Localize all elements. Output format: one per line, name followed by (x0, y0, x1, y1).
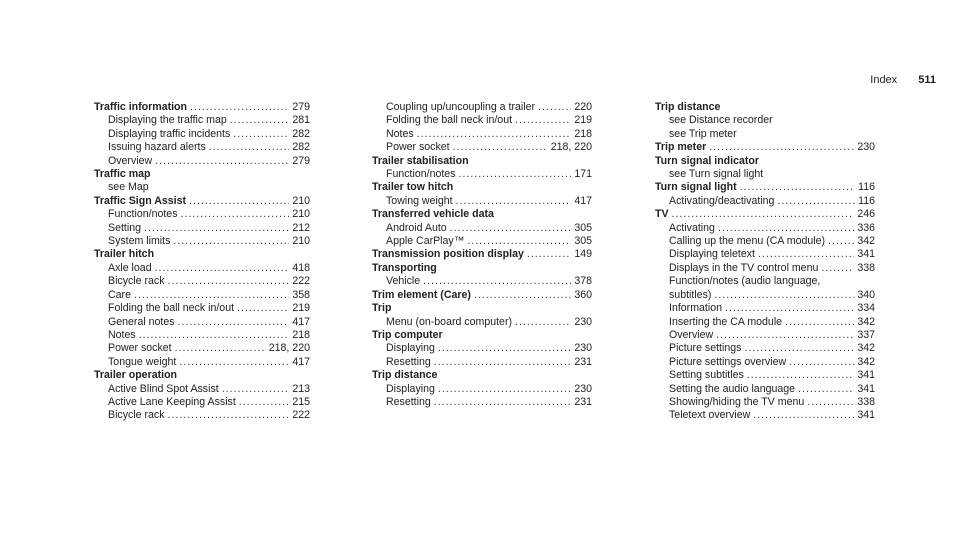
index-term: Trip meter (655, 141, 707, 154)
index-term-row (655, 141, 875, 154)
leader-dots (785, 316, 854, 329)
index-subentry (655, 342, 875, 355)
page-ref: 218, 220 (550, 141, 592, 154)
leader-dots (807, 396, 854, 409)
index-subentry (94, 114, 310, 127)
subentry-label: Bicycle rack (108, 409, 165, 422)
index-subentry (655, 248, 875, 261)
index-subentry (94, 128, 310, 141)
subentry-label: Active Blind Spot Assist (108, 382, 219, 395)
leader-dots (139, 329, 290, 342)
leader-dots (222, 383, 290, 396)
index-subentry (655, 369, 875, 382)
subentry-label: Function/notes (386, 168, 456, 181)
leader-dots (209, 141, 290, 154)
index-subentry (94, 383, 310, 396)
leader-dots (434, 396, 572, 409)
index-term-row (94, 101, 310, 114)
leader-dots (178, 316, 290, 329)
index-term: Traffic information (94, 101, 187, 113)
index-entry (372, 101, 592, 155)
index-term: Transferred vehicle data (372, 208, 494, 221)
index-term-row (372, 181, 592, 194)
index-subentry (655, 383, 875, 396)
subentry-label: Vehicle (386, 275, 421, 288)
leader-dots (453, 141, 548, 154)
index-entry (655, 208, 875, 423)
index-entry (655, 141, 875, 154)
index-term: Turn signal light (655, 181, 737, 194)
index-subentry (655, 356, 875, 369)
index-term: Transporting (372, 261, 437, 274)
subentry-label: Displaying (386, 382, 435, 395)
index-subentry (655, 262, 875, 275)
subentry-label: Issuing hazard alerts (108, 141, 206, 154)
index-term: Trim element (Care) (372, 288, 471, 301)
index-subentry (372, 383, 592, 396)
subentry-label: subtitles) (669, 288, 712, 301)
index-entry (372, 289, 592, 302)
index-term-row (372, 248, 592, 261)
page-ref: 358 (292, 288, 310, 301)
page-ref: 219 (292, 302, 310, 315)
leader-dots (175, 342, 266, 355)
index-subentry (655, 195, 875, 208)
subentry-label: Displaying teletext (669, 248, 755, 261)
subentry-label: Displaying (386, 342, 435, 355)
index-subentry (94, 141, 310, 154)
index-subentry (372, 275, 592, 288)
index-subentry (372, 342, 592, 355)
index-term-row (372, 155, 592, 168)
index-entry (372, 329, 592, 369)
page-ref: 116 (858, 181, 875, 194)
leader-dots (714, 289, 854, 302)
page-ref: 279 (292, 154, 310, 167)
subentry-label: Function/notes (108, 208, 178, 221)
page-ref: 342 (857, 342, 875, 355)
subentry-label: Notes (108, 328, 136, 341)
leader-dots (179, 356, 289, 369)
leader-dots (181, 208, 290, 221)
leader-dots (233, 128, 289, 141)
index-entry (655, 155, 875, 182)
subentry-label: see Map (108, 181, 149, 194)
subentry-label: General notes (108, 315, 175, 328)
index-term-row (372, 369, 592, 382)
leader-dots (798, 383, 854, 396)
leader-dots (438, 342, 571, 355)
index-subentry (94, 235, 310, 248)
page-ref: 305 (574, 221, 592, 234)
subentry-label: see Trip meter (669, 127, 737, 140)
page-ref: 279 (292, 101, 310, 113)
index-subentry (372, 316, 592, 329)
index-term-row (94, 248, 310, 261)
index-entry (372, 181, 592, 208)
subentry-label: Displaying traffic incidents (108, 127, 231, 140)
page-ref: 341 (857, 248, 875, 261)
leader-dots (527, 248, 571, 261)
page-ref: 334 (857, 302, 875, 315)
page-header (870, 74, 936, 86)
leader-dots (709, 141, 854, 154)
subentry-label: Power socket (108, 342, 172, 355)
subentry-label: Setting (108, 221, 141, 234)
index-subentry (372, 114, 592, 127)
subentry-label: Setting the audio language (669, 382, 796, 395)
leader-dots (155, 155, 289, 168)
index-entry (372, 369, 592, 409)
index-entry (372, 155, 592, 182)
page-ref: 210 (292, 208, 310, 221)
page-ref: 282 (292, 127, 310, 140)
index-subentry (372, 396, 592, 409)
index-term-row (372, 289, 592, 302)
page-ref: 378 (574, 275, 592, 288)
subentry-label: Showing/hiding the TV menu (669, 395, 805, 408)
page-ref: 210 (292, 235, 310, 248)
index-term: Trip distance (655, 101, 721, 113)
index-subentry (94, 329, 310, 342)
subentry-label: Overview (669, 328, 714, 341)
leader-dots (190, 101, 289, 114)
page-ref: 218 (574, 127, 592, 140)
index-term: Trailer operation (94, 369, 178, 382)
subentry-label: Notes (386, 127, 414, 140)
subentry-label: Tongue weight (108, 355, 177, 368)
index-term: Traffic Sign Assist (94, 194, 187, 207)
index-term-row (655, 155, 875, 168)
index-subentry (655, 396, 875, 409)
subentry-label: Picture settings overview (669, 355, 787, 368)
page-ref: 218 (292, 328, 310, 341)
leader-dots (777, 195, 855, 208)
index-term: Transmission position display (372, 248, 524, 261)
index-subentry (94, 342, 310, 355)
page-ref: 338 (857, 261, 875, 274)
index-term: Trailer tow hitch (372, 181, 454, 194)
subentry-label: Towing weight (386, 194, 453, 207)
page-number: 511 (918, 74, 936, 86)
leader-dots (239, 396, 290, 409)
page-ref: 210 (292, 194, 310, 207)
index-subentry (655, 329, 875, 342)
leader-dots (434, 356, 572, 369)
subentry-label: Resetting (386, 395, 431, 408)
leader-dots (456, 195, 572, 208)
page-ref: 149 (574, 248, 592, 261)
leader-dots (821, 262, 854, 275)
index-subentry (655, 409, 875, 422)
page-ref: 340 (857, 288, 875, 301)
leader-dots (459, 168, 572, 181)
page-ref: 231 (574, 395, 592, 408)
page-ref: 213 (292, 382, 310, 395)
index-entry (372, 262, 592, 289)
leader-dots (168, 409, 290, 422)
leader-dots (189, 195, 289, 208)
index-term-row (94, 195, 310, 208)
index-subentry (94, 155, 310, 168)
leader-dots (758, 248, 854, 261)
index-subentry (94, 275, 310, 288)
subentry-label: Resetting (386, 355, 431, 368)
subentry-label: Power socket (386, 141, 450, 154)
index-entry (372, 208, 592, 248)
index-entry (94, 195, 310, 249)
index-term-row (372, 302, 592, 315)
index-entry (372, 248, 592, 261)
index-subentry (94, 262, 310, 275)
index-term-row (94, 168, 310, 181)
page-ref: 220 (574, 101, 592, 113)
page-ref: 337 (857, 328, 875, 341)
index-subentry (372, 101, 592, 114)
index-subentry (94, 409, 310, 422)
page-ref: 305 (574, 235, 592, 248)
page-ref: 246 (857, 208, 875, 221)
leader-dots (134, 289, 289, 302)
page-ref: 218, 220 (268, 342, 310, 355)
subentry-label: Displaying the traffic map (108, 114, 227, 127)
index-subentry (94, 222, 310, 235)
index-column-2 (372, 101, 592, 409)
subentry-label: Folding the ball neck in/out (386, 114, 513, 127)
leader-dots (144, 222, 289, 235)
subentry-label: Active Lane Keeping Assist (108, 395, 236, 408)
index-term: TV (655, 208, 669, 221)
page-ref: 338 (857, 395, 875, 408)
page-ref: 231 (574, 355, 592, 368)
leader-dots (423, 275, 571, 288)
leader-dots (828, 235, 854, 248)
subentry-label: Android Auto (386, 221, 447, 234)
index-entry (94, 369, 310, 423)
leader-dots (740, 181, 856, 194)
index-subentry (655, 289, 875, 302)
leader-dots (155, 262, 290, 275)
page-ref: 341 (857, 369, 875, 382)
subentry-label: Coupling up/uncoupling a trailer (386, 101, 536, 113)
index-term: Trip distance (372, 369, 438, 382)
leader-dots (230, 114, 290, 127)
subentry-label: Teletext overview (669, 409, 751, 422)
subentry-label: Inserting the CA module (669, 315, 783, 328)
index-entry (94, 101, 310, 168)
page-ref: 341 (857, 382, 875, 395)
index-entry (372, 302, 592, 329)
leader-dots (438, 383, 571, 396)
page-ref: 171 (574, 168, 592, 181)
leader-dots (474, 289, 571, 302)
page-ref: 222 (292, 409, 310, 422)
page-ref: 116 (858, 194, 875, 207)
subentry-label: Function/notes (audio language, (669, 275, 821, 288)
index-term: Trailer hitch (94, 248, 155, 261)
index-subentry (94, 302, 310, 315)
leader-dots (753, 409, 854, 422)
index-entry (94, 248, 310, 369)
subentry-label: Displays in the TV control menu (669, 261, 819, 274)
leader-dots (747, 369, 855, 382)
subentry-label: see Turn signal light (669, 168, 764, 181)
index-subentry (94, 396, 310, 409)
index-subentry (655, 114, 875, 127)
page-ref: 230 (574, 342, 592, 355)
index-subentry (655, 302, 875, 315)
page-ref: 281 (292, 114, 310, 127)
leader-dots (450, 222, 572, 235)
leader-dots (417, 128, 572, 141)
page-ref: 230 (574, 315, 592, 328)
leader-dots (538, 101, 571, 114)
index-subentry (372, 141, 592, 154)
index-subentry (655, 316, 875, 329)
index-subentry (655, 168, 875, 181)
leader-dots (168, 275, 290, 288)
subentry-label: Picture settings (669, 342, 742, 355)
page-ref: 342 (857, 355, 875, 368)
subentry-label: Overview (108, 154, 153, 167)
page-ref: 230 (857, 141, 875, 154)
index-subentry (372, 356, 592, 369)
subentry-label: Axle load (108, 261, 152, 274)
index-term-row (372, 208, 592, 221)
subentry-label: Care (108, 288, 131, 301)
subentry-label: Bicycle rack (108, 275, 165, 288)
index-subentry (372, 222, 592, 235)
index-subentry (94, 208, 310, 221)
index-term-row (655, 208, 875, 221)
page-ref: 215 (292, 395, 310, 408)
leader-dots (716, 329, 854, 342)
index-subentry (655, 128, 875, 141)
page-ref: 342 (857, 315, 875, 328)
leader-dots (237, 302, 289, 315)
leader-dots (789, 356, 854, 369)
index-column-1 (94, 101, 310, 423)
index-column-3 (655, 101, 875, 423)
index-subentry (372, 235, 592, 248)
index-term-row (655, 101, 875, 114)
index-term-row (372, 262, 592, 275)
subentry-label: Information (669, 302, 722, 315)
subentry-label: Activating (669, 221, 715, 234)
index-subentry (94, 356, 310, 369)
page-ref: 417 (292, 315, 310, 328)
index-term-row (94, 369, 310, 382)
page-ref: 341 (857, 409, 875, 422)
leader-dots (718, 222, 854, 235)
index-term: Trip (372, 302, 392, 315)
index-term-row (372, 329, 592, 342)
leader-dots (672, 208, 855, 221)
index-entry (94, 168, 310, 195)
subentry-label: Setting subtitles (669, 369, 744, 382)
page-ref: 219 (574, 114, 592, 127)
subentry-label: Folding the ball neck in/out (108, 302, 235, 315)
index-entry (655, 101, 875, 141)
index-subentry (94, 289, 310, 302)
header-title: Index (870, 74, 898, 86)
index-entry (655, 181, 875, 208)
page-ref: 417 (292, 355, 310, 368)
page-ref: 336 (857, 221, 875, 234)
subentry-label: Calling up the menu (CA module) (669, 235, 826, 248)
index-subentry (655, 222, 875, 235)
index-term: Trailer stabilisation (372, 154, 469, 167)
page-ref: 230 (574, 382, 592, 395)
page-ref: 342 (857, 235, 875, 248)
page-ref: 282 (292, 141, 310, 154)
index-term-row (655, 181, 875, 194)
page-ref: 360 (574, 288, 592, 301)
index-subentry (94, 181, 310, 194)
page-ref: 417 (574, 194, 592, 207)
page-ref: 222 (292, 275, 310, 288)
subentry-label: see Distance recorder (669, 114, 773, 127)
index-term: Traffic map (94, 168, 151, 181)
subentry-label: Menu (on-board computer) (386, 315, 513, 328)
index-subentry (655, 275, 875, 288)
index-subentry (372, 168, 592, 181)
subentry-label: Activating/deactivating (669, 194, 775, 207)
leader-dots (467, 235, 571, 248)
page-ref: 212 (292, 221, 310, 234)
index-subentry (372, 128, 592, 141)
index-subentry (94, 316, 310, 329)
leader-dots (515, 114, 571, 127)
index-term: Turn signal indicator (655, 154, 759, 167)
index-subentry (655, 235, 875, 248)
subentry-label: Apple CarPlay™ (386, 235, 465, 248)
page-ref: 418 (292, 261, 310, 274)
leader-dots (725, 302, 854, 315)
index-term: Trip computer (372, 328, 443, 341)
subentry-label: System limits (108, 235, 171, 248)
leader-dots (515, 316, 571, 329)
leader-dots (744, 342, 854, 355)
leader-dots (173, 235, 289, 248)
index-subentry (372, 195, 592, 208)
